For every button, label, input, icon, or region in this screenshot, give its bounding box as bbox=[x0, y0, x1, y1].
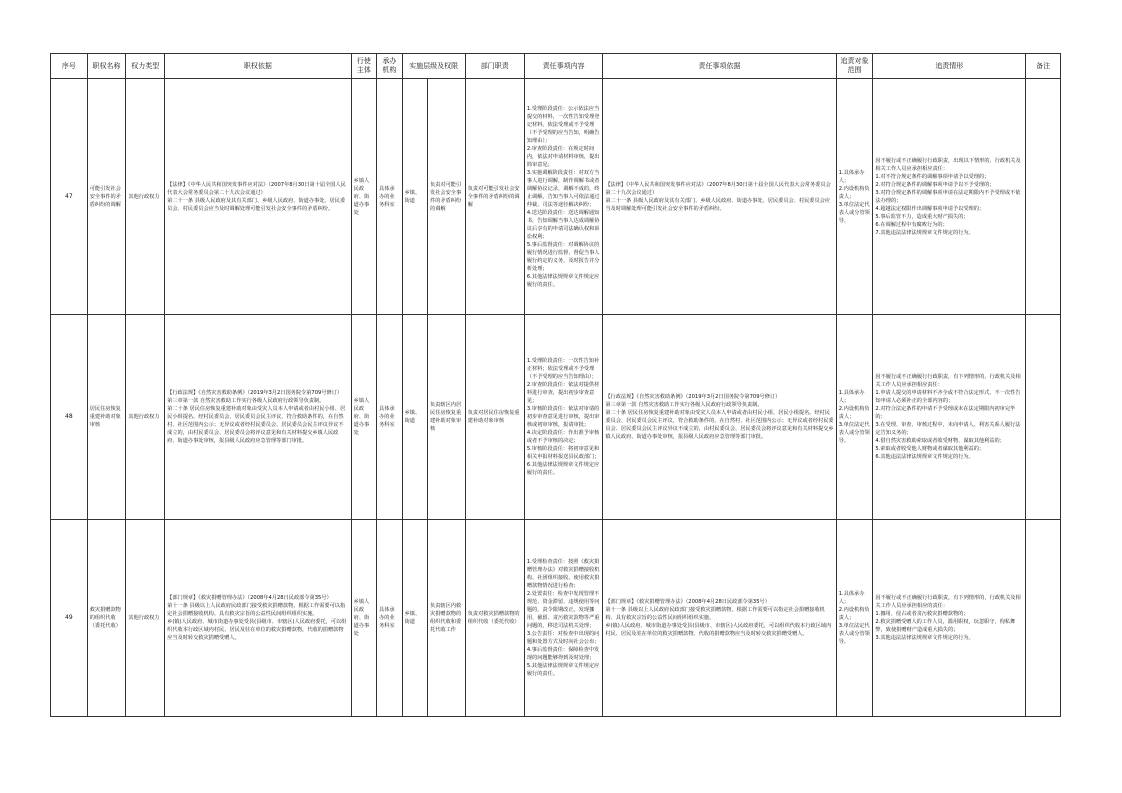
row-resp-basis: 【部门规章】《救灾捐赠管理办法》（2008年4月28日民政部令第35号） 第十一条 县级以上人民政府民政部门接受救灾捐赠款物，根据工作需要可以指定社会捐赠接收机构、具有救灾宗旨的公益性民间组织组织实施。 乡(镇)人民政府、城市街道办事处受县(县级市、市辖区)人民政府委托，可以组织代收本行政区域内村民、居民及驻在单位的救灾捐赠款物。代收的捐赠款物应当及时转交救灾捐赠受赠人。 bbox=[603, 520, 836, 717]
row-seq: 47 bbox=[51, 79, 88, 315]
row-subject: 乡镇人民政府、街道办事处 bbox=[351, 315, 376, 520]
header-resp-content: 责任事项内容 bbox=[524, 54, 602, 79]
row-level-area: 乡镇、街道 bbox=[402, 315, 427, 520]
row-pursue-scope: 1.具体承办人； 2.内设机构负责人； 3.单位法定代表人或分管领导。 bbox=[836, 315, 873, 520]
row-name: 可能引发社会安全事件的矛盾纠纷的调解 bbox=[87, 79, 126, 315]
header-remark: 备注 bbox=[1026, 54, 1061, 79]
row-basis: 【部门规章】《救灾捐赠管理办法》（2008年4月28日民政部令第35号） 第十一条 县级以上人民政府民政部门接受救灾捐赠款物，根据工作需要可以指定社会捐赠接收机构、具有救灾宗旨的公益性民间组织组织实施。 乡(镇)人民政府、城市街道办事处受县(县级市、市辖区)人民政府委托，可以组织代收本行政区域内村民、居民及驻在单位的救灾捐赠款物。代收的捐赠款物应当及时转交救灾捐赠受赠人。 bbox=[165, 520, 352, 717]
row-type: 其他行政权力 bbox=[126, 79, 165, 315]
header-name: 职权名称 bbox=[87, 54, 126, 79]
row-resp-basis: 【行政法规】《自然灾害救助条例》（2019年3月2日国务院令第709号修订） 第三章第一款 自然灾害救助工作实行各级人民政府行政领导负责制。 第二十条 居民住房恢复重建补助对象由受灾人员本人申请或者由村民小组、居民小组提名。经村民委员会、居民委员会民主评议，符合救助条件的，在自然村、社区范围内公示；无异议或者经村民委员会、居民委员会民主评议异议不成立的，由村民委员会、居民委员会将评议意见和有关材料提交乡镇人民政府、街道办事处审核，报县级人民政府应急管理等部门审批。 bbox=[603, 315, 836, 520]
header-resp-basis: 责任事项依据 bbox=[603, 54, 836, 79]
row-subject: 乡镇人民政府、街道办事处 bbox=[351, 79, 376, 315]
header-level: 实施层级及权限 bbox=[402, 54, 465, 79]
row-subject: 乡镇人民政府、街道办事处 bbox=[351, 520, 376, 717]
row-dept-duty: 负责对可能引发社会安全事件的矛盾纠纷的调解 bbox=[465, 79, 524, 315]
row-remark bbox=[1026, 79, 1061, 315]
row-remark bbox=[1026, 315, 1061, 520]
table-row bbox=[51, 315, 1061, 520]
header-org: 承办机构 bbox=[377, 54, 402, 79]
row-pursue-cases: 因不履行或不正确履行行政职责，出现以下情形的，行政机关及相关工作人员应承担相应责任： 1.对不符合规定条件的调解事项申请予以受理的； 2.对符合规定条件的调解事项申请予以不予受理的； 3.对符合规定条件的调解事项申请在法定期限内不予受理或不依法办理的； 4.超越法定权限作出调解事项申请予以受理的； 5.事后监管不力，造成重大财产损失的； 6.在调解过程中有腐败行为的； 7.其他违法法律法规规章文件规定的行为。 bbox=[873, 79, 1026, 315]
row-dept-duty: 负责对居民住房恢复重建补助对象审核 bbox=[465, 315, 524, 520]
row-org: 具体承办的业务科室 bbox=[377, 315, 402, 520]
row-level-duty: 负责对可能引发社会安全事件的矛盾纠纷的调解 bbox=[428, 79, 466, 315]
row-pursue-scope: 1.具体承办人； 2.内设机构负责人； 3.单位法定代表人或分管领导。 bbox=[836, 520, 873, 717]
row-resp-content: 1.受理阶段责任：公示依法应当提交的材料，一次性告知受理登记材料，依法受理或不予受理（不予受理的应当告知，明确告知理由）； 2.审查阶段责任：在规定时间内，依法对申请材料审核，提出简审意见； 3.实施调解阶段责任：对双方当事人进行调解，制作调解书或者调解协议记录，调解不成的，终止调解，告知当事人可依法通过仲裁、司法等途径解决纠纷； 4.送达阶段责任：送达调解通知书，告知调解当事人达成调解协议后享有的申请司法确认权和诉讼权利； 5.事后监督责任：对调解协议的履行情况进行监督，督促当事人履行约定的义务，及时报告并分析处理； 6.其他法律法规规章文件规定应履行的责任。 bbox=[524, 79, 602, 315]
header-pursue-scope: 追责对象范围 bbox=[836, 54, 873, 79]
row-pursue-cases: 因不履行或不正确履行行政职责，有下列情形的，行政机关及相关工作人员应承担相应责任： 1.申请人提交的申请材料不齐全或不符合法定形式，不一次性告知申请人必须补正的全部内容的； 2.对符合法定条件的申请不予受理或未在法定期限内初审完毕的； 3.在受理、审查、审核过程中，未向申请人、利害关系人履行法定告知义务的； 4.借自然灾害救助索取或者收受财物、谋取其他利益的； 5.索取或者收受他人财物或者谋取其他利益的； 6.其他违法法律法规规章文件规定的行为。 bbox=[873, 315, 1026, 520]
header-row bbox=[51, 54, 1061, 79]
row-level-area: 乡镇、街道 bbox=[402, 79, 427, 315]
header-dept-duty: 部门职责 bbox=[465, 54, 524, 79]
row-resp-content: 1.受理阶段责任：一次性告知补正材料；依法受理或不予受理（不予受理的应当告知理由）； 2.审查阶段责任：依法对提供材料进行审查，提出初步审查意见； 3.审核阶段责任：依法对审请的初步审查意见进行审核，提出审核或初审审核，报请审批； 4.决定阶段责任：作出准予审核或者不予审核的决定； 5.审核阶段责任：将初审意见和相关申报材料报送县民政部门； 6.其他法律法规规章文件规定应履行的责任。 bbox=[524, 315, 602, 520]
power-list-table bbox=[50, 53, 1061, 717]
row-pursue-scope: 1.具体承办人； 2.内设机构负责人； 3.单位法定代表人或分管领导。 bbox=[836, 79, 873, 315]
row-level-duty: 负责辖区内居民住房恢复重建补助对象审核 bbox=[428, 315, 466, 520]
header-pursue-cases: 追责情形 bbox=[873, 54, 1026, 79]
row-type: 其他行政权力 bbox=[126, 315, 165, 520]
row-pursue-cases: 因不履行或不正确履行行政职责，有下列情形的，行政机关及相关工作人员应承担相应的责任： 1.挪用、侵占或者贪污救灾捐赠款物的； 2.救灾捐赠受赠人的工作人员，滥用职权，玩忽职守，徇私舞弊，致使捐赠财产造成重大损失的； 3.其他违法法律法规规章文件规定的行为。 bbox=[873, 520, 1026, 717]
header-basis: 职权依据 bbox=[165, 54, 352, 79]
header-seq: 序号 bbox=[51, 54, 88, 79]
row-seq: 48 bbox=[51, 315, 88, 520]
row-remark bbox=[1026, 520, 1061, 717]
row-org: 具体承办的业务科室 bbox=[377, 79, 402, 315]
row-resp-content: 1.受理检查责任：按照《救灾捐赠管理办法》对救灾捐赠接收机构、社团组织接收、使用救灾捐赠款物情况进行检查； 2.处置责任：检查中发现管理不规范、资金滞留、违规使用等问题的，责令限期改正。发现挪用、截留、贪污救灾款物等严重问题的，移送司法机关处理； 3.公告责任：对检查中出现的问题和处置方式及时向社会公布； 4.事后监督责任：保障检查中发现的问题能够得到及时处理； 5.其他法律法规规章文件规定应履行的责任。 bbox=[524, 520, 602, 717]
row-basis: 【法律】《中华人民共和国突发事件应对法》（2007年8月30日第十届全国人民代表大会常务委员会第二十九次会议通过） 第二十一条 县级人民政府及其有关部门、乡级人民政府、街道办事处、居民委员会、村民委员会应当及时调解处理可能引发社会安全事件的矛盾纠纷。 bbox=[165, 79, 352, 315]
table-row bbox=[51, 79, 1061, 315]
row-level-duty: 负责辖区内救灾捐赠款物的组织代收和委托代收工作 bbox=[428, 520, 466, 717]
row-seq: 49 bbox=[51, 520, 88, 717]
header-type: 权力类型 bbox=[126, 54, 165, 79]
row-resp-basis: 【法律】《中华人民共和国突发事件应对法》（2007年8月30日第十届全国人民代表大会常务委员会第二十九次会议通过） 第二十一条 县级人民政府及其有关部门、乡级人民政府、街道办事处、居民委员会、村民委员会应当及时调解处理可能引发社会安全事件的矛盾纠纷。 bbox=[603, 79, 836, 315]
row-org: 具体承办的业务科室 bbox=[377, 520, 402, 717]
row-level-area: 乡镇、街道 bbox=[402, 520, 427, 717]
row-name: 居民住房恢复重建补助对象审核 bbox=[87, 315, 126, 520]
table-row bbox=[51, 520, 1061, 717]
header-subject: 行使主体 bbox=[351, 54, 376, 79]
row-type: 其他行政权力 bbox=[126, 520, 165, 717]
row-basis: 【行政法规】《自然灾害救助条例》（2019年3月2日国务院令第709号修订） 第三章第一款 自然灾害救助工作实行各级人民政府行政领导负责制。 第二十条 居民住房恢复重建补助对象由受灾人员本人申请或者由村民小组、居民小组提名。经村民委员会、居民委员会民主评议，符合救助条件的，在自然村、社区范围内公示；无异议或者经村民委员会、居民委员会民主评议异议不成立的，由村民委员会、居民委员会将评议意见和有关材料提交乡镇人民政府、街道办事处审核，报县级人民政府应急管理等部门审批。 bbox=[165, 315, 352, 520]
row-name: 救灾捐赠款物的组织代收（委托代收） bbox=[87, 520, 126, 717]
row-dept-duty: 负责对救灾捐赠款物的组织代收（委托代收） bbox=[465, 520, 524, 717]
